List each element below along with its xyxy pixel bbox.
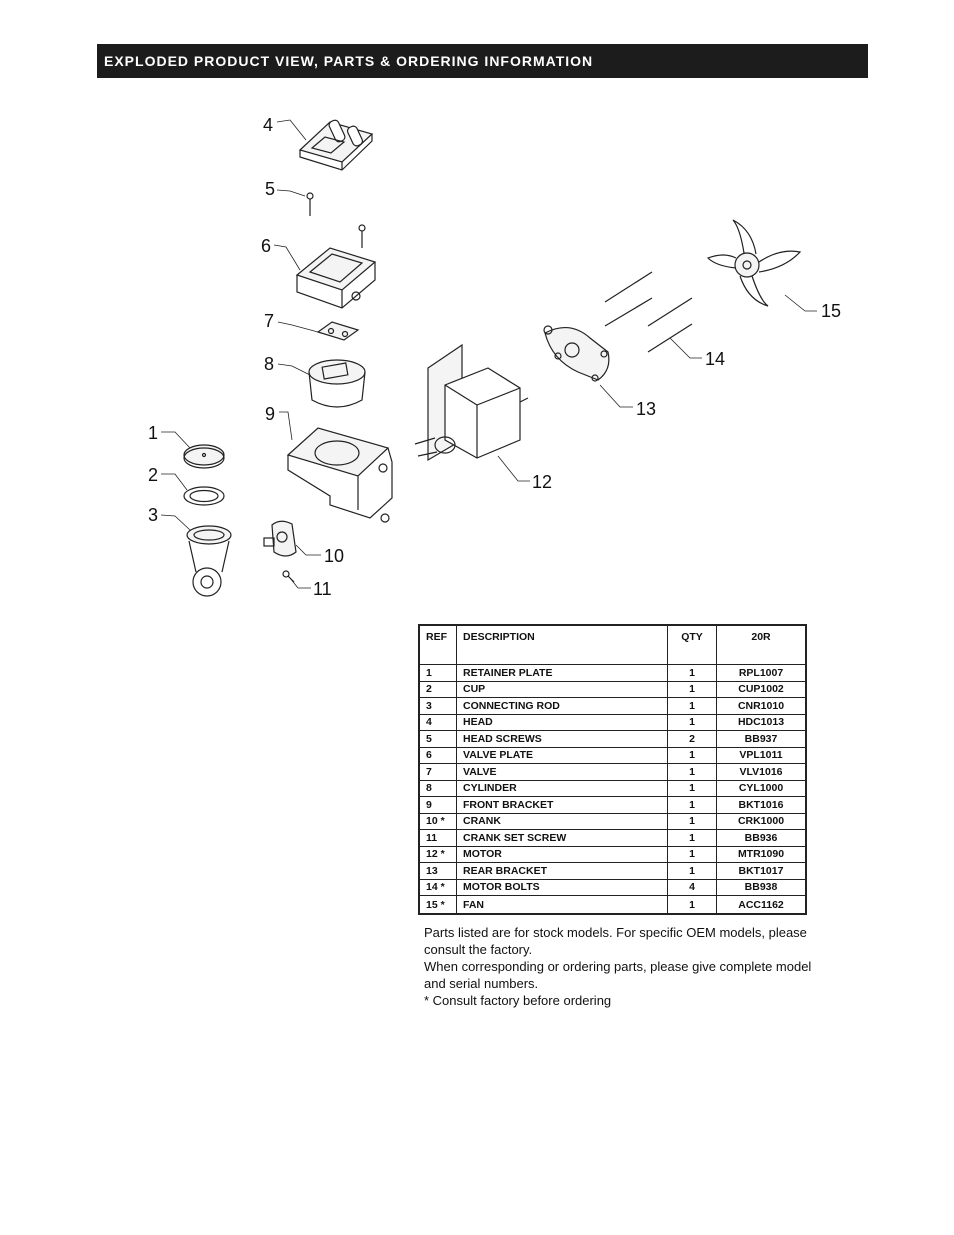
cell-part-number: CRK1000 (717, 813, 807, 830)
cell-qty: 1 (668, 780, 717, 797)
header-qty: QTY (668, 625, 717, 665)
callout-14: 14 (705, 349, 726, 369)
part-rear-bracket-drawing (544, 326, 609, 381)
table-row (419, 863, 806, 880)
cell-description: CRANK (457, 813, 668, 830)
callout-6: 6 (261, 236, 272, 256)
cell-qty: 2 (668, 731, 717, 748)
cell-ref: 14 * (419, 879, 457, 896)
cell-qty: 1 (668, 830, 717, 847)
table-row (419, 879, 806, 896)
cell-part-number: BKT1017 (717, 863, 807, 880)
section-title: EXPLODED PRODUCT VIEW, PARTS & ORDERING INFORMATION (104, 53, 594, 69)
cell-qty: 1 (668, 764, 717, 781)
table-row (419, 747, 806, 764)
cell-qty: 1 (668, 846, 717, 863)
cell-description: HEAD SCREWS (457, 731, 668, 748)
part-valve-drawing (318, 322, 358, 340)
cell-part-number: CNR1010 (717, 698, 807, 715)
table-row (419, 698, 806, 715)
cell-ref: 5 (419, 731, 457, 748)
cell-ref: 6 (419, 747, 457, 764)
cell-ref: 11 (419, 830, 457, 847)
part-front-bracket-drawing (288, 428, 392, 522)
cell-description: FAN (457, 896, 668, 915)
table-row (419, 764, 806, 781)
table-row (419, 896, 806, 915)
cell-description: CONNECTING ROD (457, 698, 668, 715)
cell-part-number: RPL1007 (717, 665, 807, 682)
cell-part-number: CUP1002 (717, 681, 807, 698)
cell-description: CUP (457, 681, 668, 698)
cell-qty: 4 (668, 879, 717, 896)
callout-10: 10 (324, 546, 345, 566)
cell-ref: 9 (419, 797, 457, 814)
part-retainer-plate-drawing (184, 445, 224, 468)
callout-9: 9 (265, 404, 276, 424)
callout-5: 5 (265, 179, 276, 199)
cell-qty: 1 (668, 681, 717, 698)
cell-qty: 1 (668, 896, 717, 915)
part-valve-plate-drawing (297, 248, 375, 308)
cell-qty: 1 (668, 863, 717, 880)
note-ordering: When corresponding or ordering parts, please give complete model and serial numbers. (424, 959, 812, 991)
cell-part-number: CYL1000 (717, 780, 807, 797)
cell-ref: 10 * (419, 813, 457, 830)
part-head-screws-drawing (307, 193, 365, 248)
cell-part-number: BKT1016 (717, 797, 807, 814)
callout-13: 13 (636, 399, 657, 419)
callout-15: 15 (821, 301, 842, 321)
cell-description: VALVE PLATE (457, 747, 668, 764)
part-head-drawing (300, 119, 372, 170)
table-row (419, 846, 806, 863)
cell-part-number: VLV1016 (717, 764, 807, 781)
cell-ref: 12 * (419, 846, 457, 863)
cell-qty: 1 (668, 714, 717, 731)
cell-qty: 1 (668, 665, 717, 682)
cell-description: FRONT BRACKET (457, 797, 668, 814)
ordering-notes (424, 924, 814, 1009)
callout-2: 2 (148, 465, 159, 485)
callout-3: 3 (148, 505, 159, 525)
cell-ref: 1 (419, 665, 457, 682)
part-connecting-rod-drawing (187, 526, 231, 596)
cell-qty: 1 (668, 747, 717, 764)
table-row (419, 780, 806, 797)
cell-description: CYLINDER (457, 780, 668, 797)
table-row (419, 681, 806, 698)
table-header-row (419, 625, 806, 665)
cell-part-number: BB936 (717, 830, 807, 847)
cell-qty: 1 (668, 698, 717, 715)
cell-description: CRANK SET SCREW (457, 830, 668, 847)
table-row (419, 813, 806, 830)
callout-11: 11 (313, 579, 332, 599)
table-row (419, 731, 806, 748)
note-consult-factory: * Consult factory before ordering (424, 993, 612, 1008)
part-motor-bolts-drawing (605, 272, 692, 352)
cell-description: MOTOR (457, 846, 668, 863)
cell-qty: 1 (668, 797, 717, 814)
cell-ref: 7 (419, 764, 457, 781)
cell-ref: 4 (419, 714, 457, 731)
cell-description: RETAINER PLATE (457, 665, 668, 682)
part-crank-drawing (264, 521, 296, 556)
callout-1: 1 (148, 423, 159, 443)
callout-8: 8 (264, 354, 275, 374)
cell-part-number: BB938 (717, 879, 807, 896)
callout-4: 4 (263, 115, 274, 135)
cell-part-number: HDC1013 (717, 714, 807, 731)
callout-7: 7 (264, 311, 275, 331)
table-row (419, 714, 806, 731)
parts-table (418, 624, 807, 915)
part-fan-drawing (708, 220, 800, 306)
header-model: 20R (717, 625, 807, 665)
note-stock-models: Parts listed are for stock models. For specific OEM models, please consult the factory. (424, 925, 807, 957)
cell-description: MOTOR BOLTS (457, 879, 668, 896)
cell-ref: 15 * (419, 896, 457, 915)
part-motor-drawing (415, 345, 528, 460)
table-row (419, 830, 806, 847)
cell-part-number: ACC1162 (738, 898, 784, 911)
cell-part-number: VPL1011 (717, 747, 807, 764)
cell-description: REAR BRACKET (457, 863, 668, 880)
cell-ref: 13 (419, 863, 457, 880)
table-row (419, 665, 806, 682)
cell-ref: 2 (419, 681, 457, 698)
cell-ref: 3 (419, 698, 457, 715)
cell-qty: 1 (668, 813, 717, 830)
callout-12: 12 (532, 472, 553, 492)
cell-ref: 8 (419, 780, 457, 797)
cell-description: VALVE (457, 764, 668, 781)
part-cylinder-drawing (309, 360, 365, 407)
part-cup-drawing (184, 487, 224, 505)
header-ref: REF (419, 625, 457, 665)
cell-description: HEAD (457, 714, 668, 731)
cell-part-number: MTR1090 (717, 846, 807, 863)
table-row (419, 797, 806, 814)
header-description: DESCRIPTION (457, 625, 668, 665)
cell-part-number: BB937 (717, 731, 807, 748)
